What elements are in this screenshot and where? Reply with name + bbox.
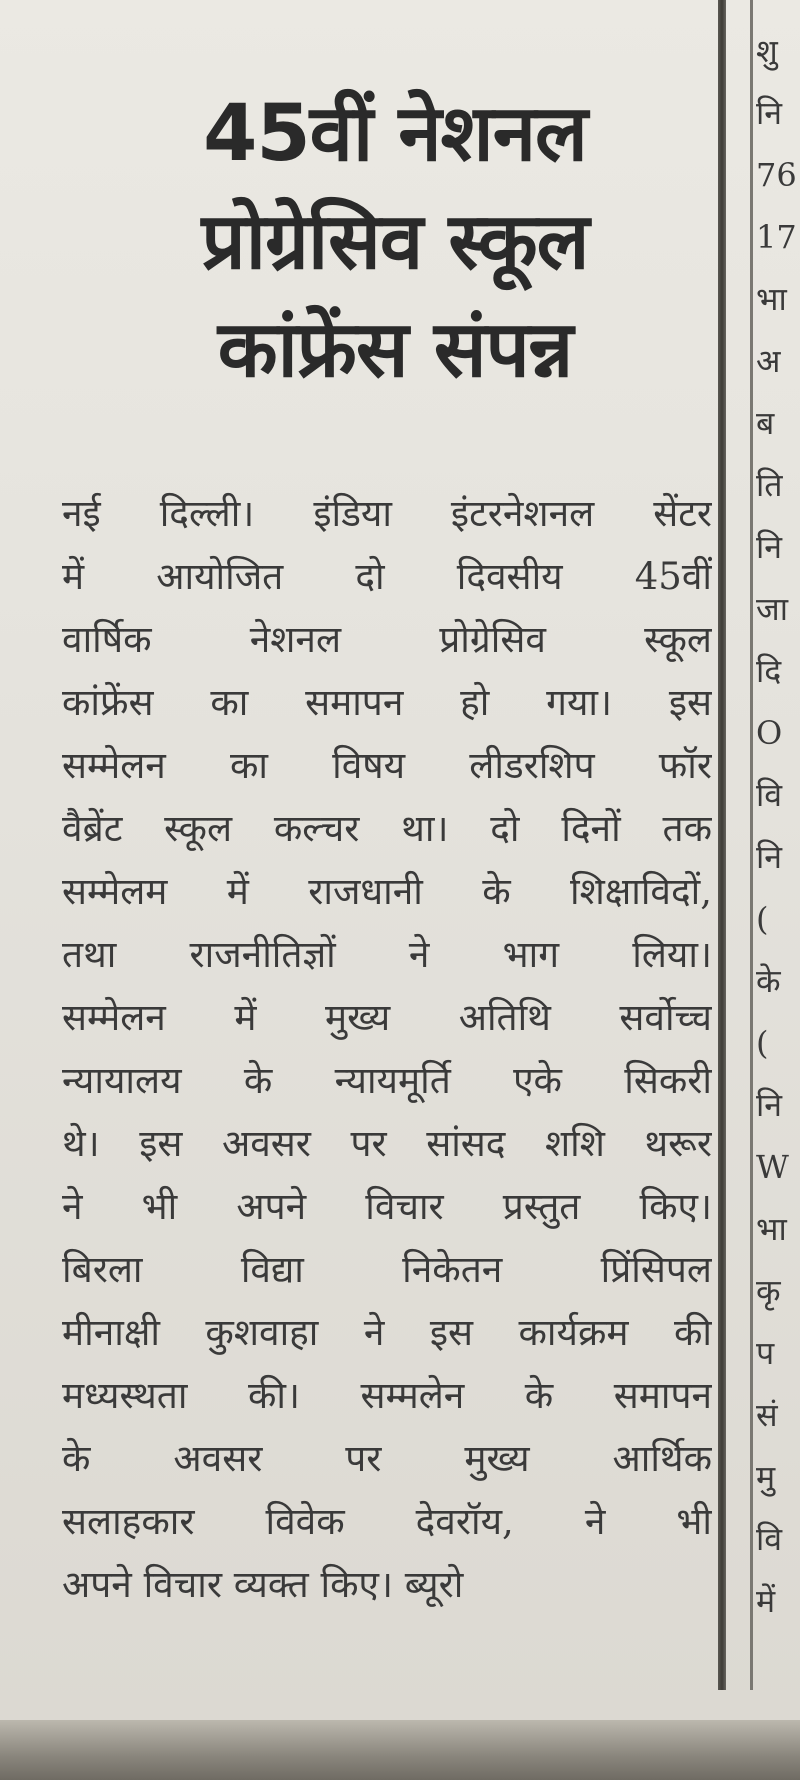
body-line: सम्मेलन का विषय लीडरशिप फॉर [62,744,712,787]
fragment-text: 17 [756,218,797,256]
fragment-text: वि [756,1520,783,1558]
fragment-text: शु [756,32,778,70]
fragment-text: नि [756,94,783,132]
fragment-text: वि [756,776,783,814]
body-line: वार्षिक नेशनल प्रोग्रेसिव स्कूल [62,618,712,661]
fragment-text: के [756,962,781,1000]
fragment-text: ब [756,404,775,442]
fragment-text: सं [756,1396,778,1434]
fragment-text: ( [756,1024,769,1062]
headline-line: 45वीं नेशनल [203,89,587,179]
fragment-text: मु [756,1458,776,1496]
fragment-text: नि [756,528,783,566]
column-divider-thin [750,0,753,1690]
body-line: तथा राजनीतिज्ञों ने भाग लिया। [62,933,712,976]
body-line: सम्मेलन में मुख्य अतिथि सर्वोच्च [62,996,712,1039]
fragment-text: अ [756,342,781,380]
body-line: न्यायालय के न्यायमूर्ति एके सिकरी [62,1059,712,1102]
fragment-text: भा [756,280,787,318]
body-line: सम्मेलम में राजधानी के शिक्षाविदों, [62,870,712,913]
headline-line: प्रोग्रेसिव स्कूल [201,197,589,287]
headline-line: कांफ्रेंस संपन्न [217,305,573,395]
article-body [62,482,712,1616]
fragment-text: कृ [756,1272,781,1310]
fragment-text: नि [756,838,783,876]
photo-bottom-edge [0,1720,800,1780]
fragment-text: O [756,714,783,752]
fragment-text: प [756,1334,775,1372]
body-line: नई दिल्ली। इंडिया इंटरनेशनल सेंटर [62,492,712,535]
body-line: अपने विचार व्यक्त किए। ब्यूरो [62,1563,464,1606]
column-divider [718,0,726,1690]
body-line: सलाहकार विवेक देवरॉय, ने भी [62,1500,712,1543]
body-line: ने भी अपने विचार प्रस्तुत किए। [62,1185,712,1228]
fragment-text: नि [756,1086,783,1124]
fragment-text: दि [756,652,782,690]
body-line: थे। इस अवसर पर सांसद शशि थरूर [62,1122,712,1165]
body-line: बिरला विद्या निकेतन प्रिंसिपल [62,1248,712,1291]
fragment-text: में [756,1582,776,1620]
fragment-text: ( [756,900,769,938]
fragment-text: 76 [756,156,797,194]
body-line: वैब्रेंट स्कूल कल्चर था। दो दिनों तक [62,807,712,850]
body-line: मीनाक्षी कुशवाहा ने इस कार्यक्रम की [62,1311,712,1354]
fragment-text: जा [756,590,789,628]
article-headline [85,80,705,404]
fragment-text: भा [756,1210,787,1248]
adjacent-column-fragment [756,20,800,1632]
body-line: में आयोजित दो दिवसीय 45वीं [62,555,712,598]
fragment-text: ति [756,466,783,504]
body-line: कांफ्रेंस का समापन हो गया। इस [62,681,712,724]
body-line: के अवसर पर मुख्य आर्थिक [62,1437,712,1480]
fragment-text: W [756,1148,789,1186]
body-line: मध्यस्थता की। सम्मलेन के समापन [62,1374,712,1417]
